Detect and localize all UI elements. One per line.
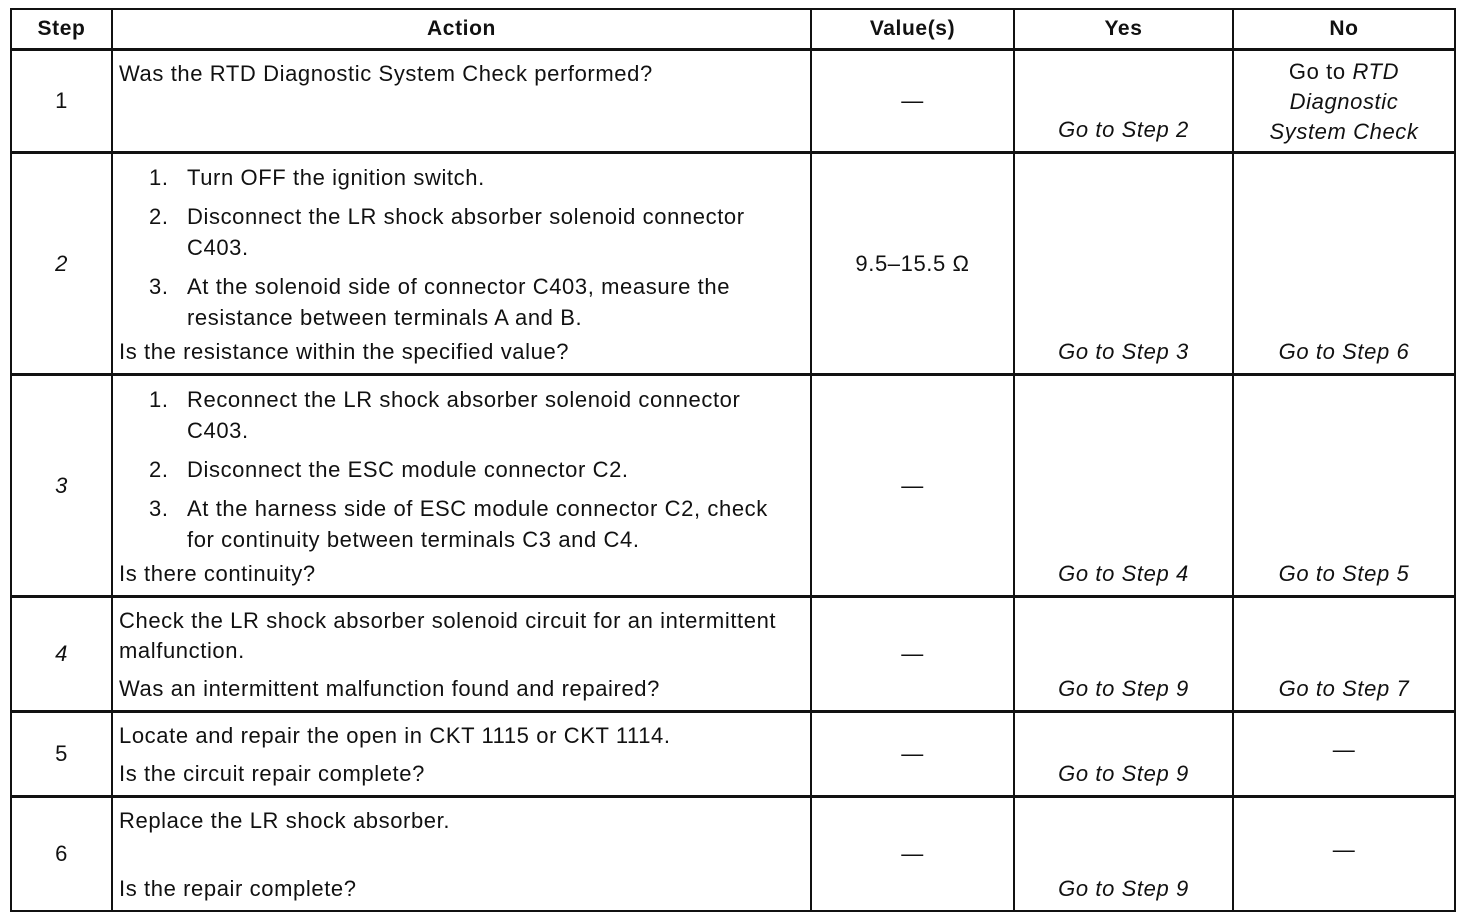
yes-cell: Go to Step 3: [1014, 153, 1233, 375]
header-values: Value(s): [811, 9, 1014, 50]
header-yes: Yes: [1014, 9, 1233, 50]
no-cell: [1233, 50, 1455, 153]
value-cell: —: [811, 375, 1014, 597]
yes-cell: Go to Step 9: [1014, 797, 1233, 912]
table-row: [11, 597, 1455, 712]
action-cell: [112, 50, 811, 153]
diagnostic-table: [10, 8, 1456, 912]
action-question: Is there continuity?: [119, 561, 316, 586]
step-number: 3: [11, 375, 112, 597]
no-cell: Go to Step 7: [1233, 597, 1455, 712]
action-cell: [112, 153, 811, 375]
no-cell: —: [1233, 797, 1455, 912]
value-cell: —: [811, 797, 1014, 912]
table-row: [11, 375, 1455, 597]
action-step: 3. At the solenoid side of connector C403, measure the resistance between terminals A and B.: [149, 274, 731, 330]
table-row: [11, 153, 1455, 375]
step-number: 5: [11, 712, 112, 797]
no-text-line2: Diagnostic: [1289, 89, 1399, 114]
header-action: Action: [112, 9, 811, 50]
action-cell: [112, 712, 811, 797]
table-row: [11, 712, 1455, 797]
action-question: Is the resistance within the specified value?: [119, 339, 570, 364]
action-cell: [112, 375, 811, 597]
value-cell: —: [811, 712, 1014, 797]
action-step: 2. Disconnect the ESC module connector C2.: [149, 457, 629, 482]
action-steps: [119, 384, 802, 555]
action-text: Was the RTD Diagnostic System Check performed?: [119, 61, 653, 86]
action-text: Check the LR shock absorber solenoid circuit for an intermittent malfunction.: [119, 608, 777, 663]
step-number: 6: [11, 797, 112, 912]
action-step: 3. At the harness side of ESC module connector C2, check for continuity between terminals C3 and C4.: [149, 496, 768, 552]
yes-cell: Go to Step 2: [1014, 50, 1233, 153]
action-cell: [112, 797, 811, 912]
action-question: Is the repair complete?: [119, 876, 357, 901]
no-text-prefix: Go to: [1288, 59, 1346, 84]
step-number: 1: [11, 50, 112, 153]
table-row: [11, 50, 1455, 153]
header-row: [11, 9, 1455, 50]
no-text-link: RTD: [1352, 59, 1400, 84]
action-step: 1. Reconnect the LR shock absorber solenoid connector C403.: [149, 387, 741, 443]
action-step: 1. Turn OFF the ignition switch.: [149, 165, 485, 190]
yes-cell: Go to Step 9: [1014, 597, 1233, 712]
no-text-line3: System Check: [1269, 119, 1419, 144]
no-cell: Go to Step 6: [1233, 153, 1455, 375]
value-cell: —: [811, 50, 1014, 153]
action-cell: [112, 597, 811, 712]
value-cell: —: [811, 597, 1014, 712]
no-cell: Go to Step 5: [1233, 375, 1455, 597]
yes-cell: Go to Step 4: [1014, 375, 1233, 597]
action-question: Was an intermittent malfunction found and repaired?: [119, 676, 660, 701]
header-step: Step: [11, 9, 112, 50]
action-question: Is the circuit repair complete?: [119, 761, 425, 786]
no-cell: —: [1233, 712, 1455, 797]
header-no: No: [1233, 9, 1455, 50]
action-text: Locate and repair the open in CKT 1115 or CKT 1114.: [119, 723, 671, 748]
step-number: 2: [11, 153, 112, 375]
action-steps: [119, 162, 802, 333]
step-number: 4: [11, 597, 112, 712]
yes-cell: Go to Step 9: [1014, 712, 1233, 797]
action-step: 2. Disconnect the LR shock absorber solenoid connector C403.: [149, 204, 745, 260]
table-row: [11, 797, 1455, 912]
value-cell: 9.5–15.5 Ω: [811, 153, 1014, 375]
action-text: Replace the LR shock absorber.: [119, 808, 451, 833]
